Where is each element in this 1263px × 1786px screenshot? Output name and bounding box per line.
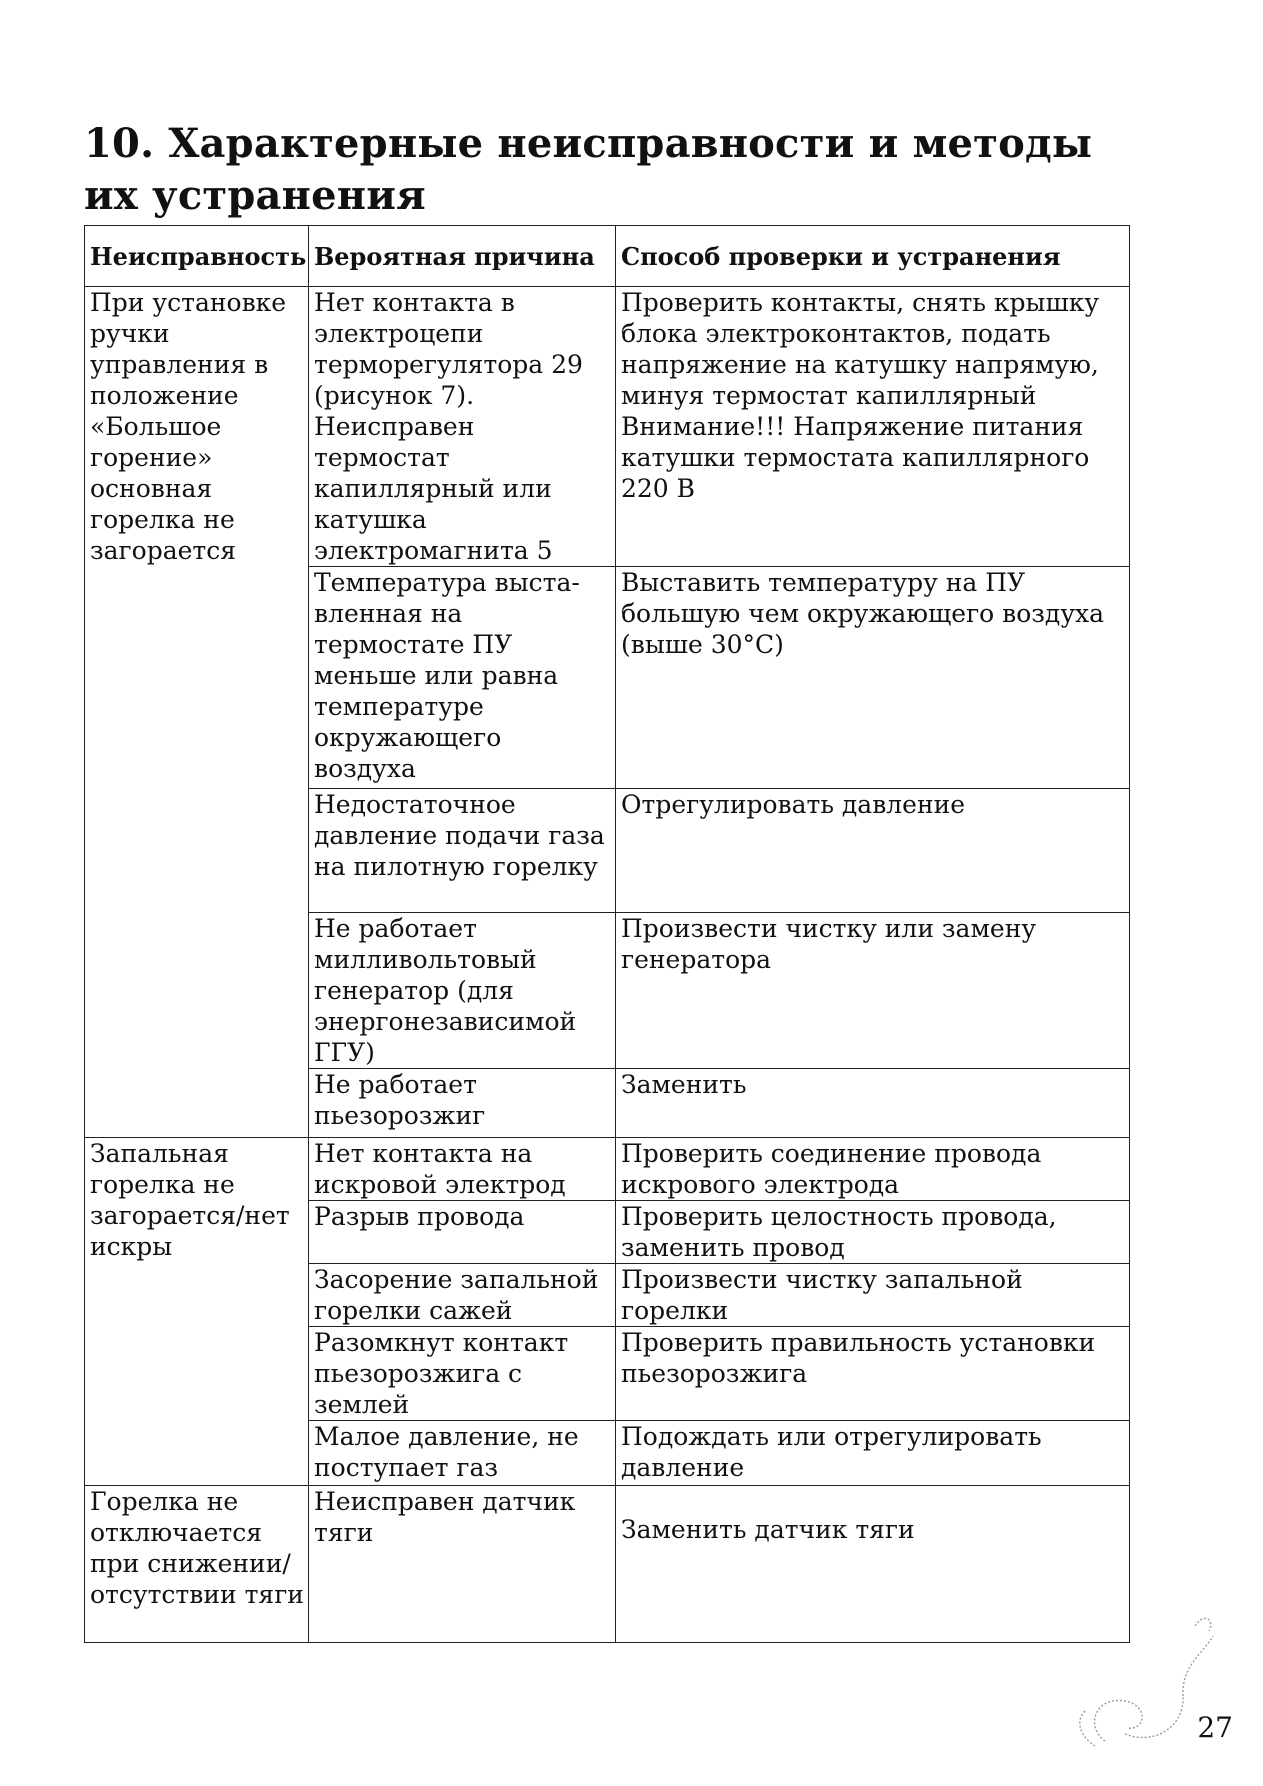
faults-table <box>84 225 1130 1643</box>
cause-cell: Нет контакта в электроцепи терморегулятора 29 (рисунок 7). Неисправен термостат капиллярный или катушка электромагнита 5 <box>309 287 616 567</box>
cause-cell: Не работает милливольтовый генератор (для энергонезависимой ГГУ) <box>309 913 616 1069</box>
table-row <box>85 1486 1130 1643</box>
page-number: 27 <box>1197 1711 1233 1744</box>
table-header-row <box>85 226 1130 287</box>
cause-cell: Неисправен датчик тяги <box>309 1486 616 1643</box>
cause-cell: Недостаточное давление подачи газа на пилотную горелку <box>309 789 616 913</box>
fault-cell: При установке ручки управления в положение «Большое горение» основная горелка не загорается <box>85 287 309 1138</box>
header-remedy: Способ проверки и устранения <box>616 226 1130 287</box>
remedy-cell: Проверить целостность провода, заменить провод <box>616 1201 1130 1264</box>
remedy-cell: Подождать или отрегулировать давление <box>616 1421 1130 1486</box>
remedy-cell: Проверить правильность установки пьезорозжига <box>616 1327 1130 1421</box>
remedy-cell: Произвести чистку или замену генератора <box>616 913 1130 1069</box>
page-title: 10. Характерные неисправности и методы их устранения <box>84 120 1093 219</box>
table-row <box>85 1138 1130 1201</box>
swirl-ornament-icon <box>1065 1606 1215 1756</box>
fault-cell: Горелка не отключается при снижении/отсутствии тяги <box>85 1486 309 1643</box>
remedy-cell: Выставить температуру на ПУ большую чем окружающего воздуха (выше 30°С) <box>616 567 1130 789</box>
fault-cell: Запальная горелка не загорается/нет искры <box>85 1138 309 1486</box>
cause-cell: Нет контакта на искровой электрод <box>309 1138 616 1201</box>
cause-cell: Малое давление, не поступает газ <box>309 1421 616 1486</box>
cause-cell: Засорение запальной горелки сажей <box>309 1264 616 1327</box>
remedy-cell: Отрегулировать давление <box>616 789 1130 913</box>
remedy-cell: Заменить <box>616 1069 1130 1138</box>
header-cause: Вероятная причина <box>309 226 616 287</box>
cause-cell: Температура выста-вленная на термостате ПУ меньше или равна температуре окружающего воздуха <box>309 567 616 789</box>
cause-cell: Разомкнут контакт пьезорозжига с землей <box>309 1327 616 1421</box>
cause-cell: Не работает пьезорозжиг <box>309 1069 616 1138</box>
remedy-cell: Проверить контакты, снять крышку блока электроконтактов, подать напряжение на катушку напрямую, минуя термостат капиллярный Внимание!!! Напряжение питания катушки термостата капиллярного 220 В <box>616 287 1130 567</box>
remedy-cell: Произвести чистку запальной горелки <box>616 1264 1130 1327</box>
header-fault: Неисправность <box>85 226 309 287</box>
cause-cell: Разрыв провода <box>309 1201 616 1264</box>
remedy-cell: Заменить датчик тяги <box>616 1486 1130 1643</box>
remedy-cell: Проверить соединение провода искрового электрода <box>616 1138 1130 1201</box>
table-row <box>85 287 1130 567</box>
